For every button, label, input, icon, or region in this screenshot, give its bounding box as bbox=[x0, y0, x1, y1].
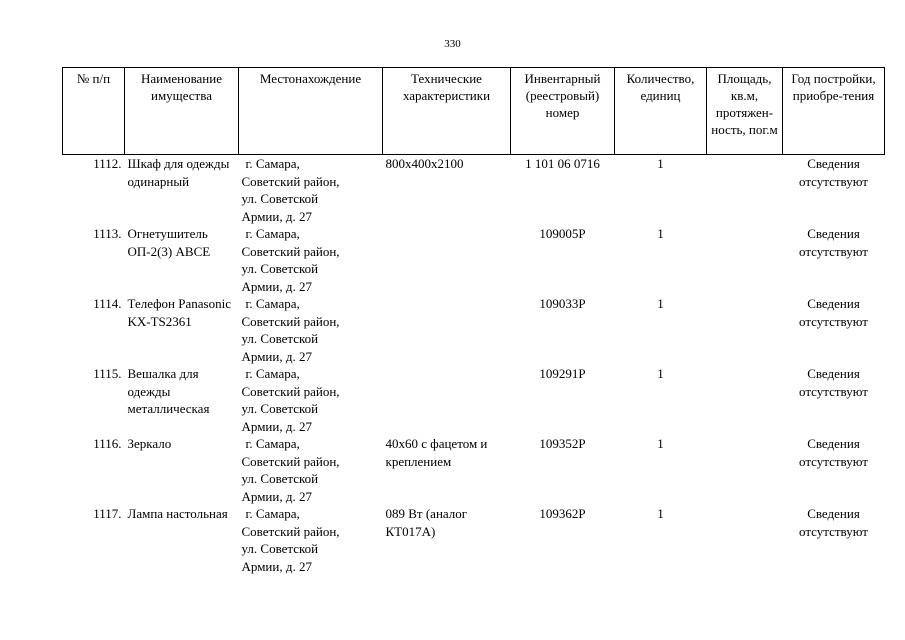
row-location bbox=[239, 295, 383, 365]
row-name: Шкаф для одежды одинарный bbox=[127, 156, 230, 189]
header-inventory: Инвентарный (реестровый) номер bbox=[511, 68, 615, 155]
row-inventory: 109033Р bbox=[539, 296, 586, 311]
row-name: Вешалка для одежды металлическая bbox=[127, 366, 210, 416]
row-area bbox=[707, 505, 783, 575]
table-row bbox=[63, 365, 885, 435]
location-line: Армии, д. 27 bbox=[241, 278, 312, 294]
row-tech: 40х60 с фацетом и креплением bbox=[385, 436, 488, 469]
row-area bbox=[707, 435, 783, 505]
location-line: Армии, д. 27 bbox=[241, 418, 312, 434]
row-inventory: 109291Р bbox=[539, 366, 586, 381]
location-line: ул. Советской bbox=[241, 191, 319, 206]
row-year: Сведения отсутствуют bbox=[799, 436, 868, 469]
header-year: Год постройки, приобре-тения bbox=[783, 68, 885, 155]
location-line: Армии, д. 27 bbox=[241, 348, 312, 364]
row-tech bbox=[383, 295, 511, 365]
location-line: г. Самара, bbox=[245, 226, 300, 241]
row-quantity: 1 bbox=[657, 436, 664, 451]
location-line: Советский район, bbox=[241, 523, 340, 539]
location-line: ул. Советской bbox=[241, 471, 319, 486]
table-row bbox=[63, 295, 885, 365]
header-location: Местонахождение bbox=[239, 68, 383, 155]
table-row bbox=[63, 435, 885, 505]
row-name: Лампа настольная bbox=[127, 506, 228, 521]
row-year: Сведения отсутствуют bbox=[799, 366, 868, 399]
row-quantity: 1 bbox=[657, 296, 664, 311]
row-tech: 800х400х2100 bbox=[385, 156, 464, 171]
header-name: Наименование имущества bbox=[125, 68, 239, 155]
location-line: ул. Советской bbox=[241, 331, 319, 346]
page-number: 330 bbox=[444, 38, 461, 50]
row-tech bbox=[383, 365, 511, 435]
location-line: Советский район, bbox=[241, 243, 340, 259]
location-line: г. Самара, bbox=[245, 156, 300, 171]
table-row bbox=[63, 155, 885, 226]
location-line: г. Самара, bbox=[245, 436, 300, 451]
row-num: 1116. bbox=[93, 436, 122, 451]
row-num: 1113. bbox=[93, 226, 122, 241]
table-row bbox=[63, 225, 885, 295]
row-quantity: 1 bbox=[657, 226, 664, 241]
row-inventory: 1 101 06 0716 bbox=[525, 156, 600, 171]
row-name: Зеркало bbox=[127, 436, 172, 451]
property-registry-table bbox=[62, 67, 885, 575]
row-area bbox=[707, 295, 783, 365]
row-tech: 089 Вт (аналог КТ017А) bbox=[385, 506, 468, 539]
row-num: 1112. bbox=[93, 156, 122, 171]
location-line: Советский район, bbox=[241, 453, 340, 469]
location-line: Армии, д. 27 bbox=[241, 558, 312, 574]
location-line: Армии, д. 27 bbox=[241, 208, 312, 224]
location-line: ул. Советской bbox=[241, 261, 319, 276]
row-num: 1117. bbox=[93, 506, 122, 521]
location-line: Армии, д. 27 bbox=[241, 488, 312, 504]
location-line: Советский район, bbox=[241, 383, 340, 399]
header-quantity: Количество, единиц bbox=[615, 68, 707, 155]
row-inventory: 109362Р bbox=[539, 506, 586, 521]
table-header-row bbox=[63, 68, 885, 155]
row-name: Огнетушитель ОП-2(3) АВСЕ bbox=[127, 226, 211, 259]
table-row bbox=[63, 505, 885, 575]
row-year: Сведения отсутствуют bbox=[799, 156, 868, 189]
row-name: Телефон Panasonic KX-TS2361 bbox=[127, 296, 231, 329]
location-line: г. Самара, bbox=[245, 506, 300, 521]
row-year: Сведения отсутствуют bbox=[799, 296, 868, 329]
header-tech: Технические характеристики bbox=[383, 68, 511, 155]
location-line: Советский район, bbox=[241, 173, 340, 189]
location-line: г. Самара, bbox=[245, 296, 300, 311]
location-line: Советский район, bbox=[241, 313, 340, 329]
row-location bbox=[239, 365, 383, 435]
row-num: 1115. bbox=[93, 366, 122, 381]
row-location bbox=[239, 155, 383, 226]
row-area bbox=[707, 225, 783, 295]
row-inventory: 109005Р bbox=[539, 226, 586, 241]
row-location bbox=[239, 505, 383, 575]
row-year: Сведения отсутствуют bbox=[799, 506, 868, 539]
header-num: № п/п bbox=[63, 68, 125, 155]
location-line: ул. Советской bbox=[241, 541, 319, 556]
row-tech bbox=[383, 225, 511, 295]
header-area: Площадь, кв.м, протяжен-ность, пог.м bbox=[707, 68, 783, 155]
row-quantity: 1 bbox=[657, 366, 664, 381]
row-location bbox=[239, 435, 383, 505]
row-location bbox=[239, 225, 383, 295]
row-area bbox=[707, 155, 783, 226]
row-inventory: 109352Р bbox=[539, 436, 586, 451]
row-quantity: 1 bbox=[657, 156, 664, 171]
row-year: Сведения отсутствуют bbox=[799, 226, 868, 259]
row-area bbox=[707, 365, 783, 435]
location-line: ул. Советской bbox=[241, 401, 319, 416]
row-quantity: 1 bbox=[657, 506, 664, 521]
location-line: г. Самара, bbox=[245, 366, 300, 381]
row-num: 1114. bbox=[93, 296, 122, 311]
